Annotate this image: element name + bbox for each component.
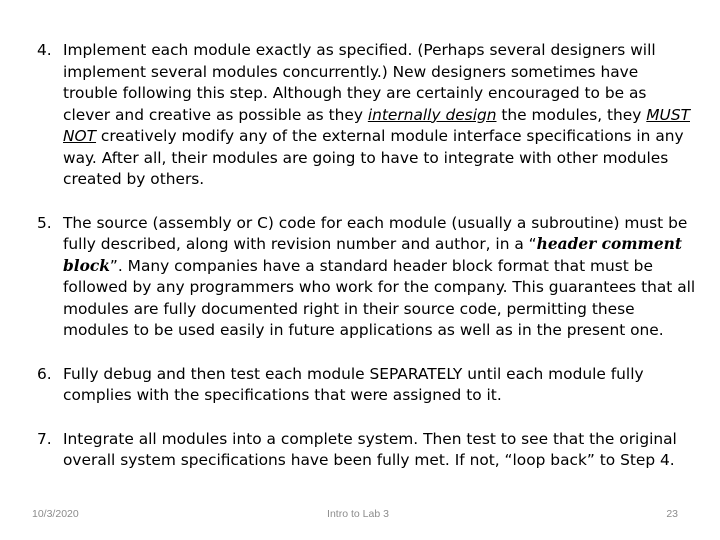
emphasis-text: MUST NOT: [63, 105, 690, 145]
page-number: 23: [666, 508, 678, 520]
list-item: [37, 429, 697, 472]
list-item-number: 5.: [37, 213, 52, 232]
list-item: [37, 364, 697, 407]
emphasis-text: internally design: [367, 105, 497, 124]
list-item-text: the modules, they: [496, 105, 647, 124]
list-item-number: 4.: [37, 41, 52, 59]
list-item-number: 7.: [37, 429, 52, 448]
list-item-text: Integrate all modules into a complete system. Then test to see that the original overall system specifications have been fully met. If not, “loop back” to Step 4.: [63, 429, 677, 469]
list-item: [37, 40, 697, 191]
list-item-text: Fully debug and then test each module SEPARATELY until each module fully complies with the specifications that were assigned to it.: [63, 364, 644, 404]
list-item-number: 6.: [37, 364, 52, 383]
footer-date: 10/3/2020: [32, 508, 79, 520]
slide-footer: [0, 508, 720, 524]
list-item-text: The source (assembly or C) code for each module (usually a subroutine) must be fully described, along with revision number and author, in a “: [63, 213, 688, 253]
numbered-list: [37, 40, 697, 472]
emphasis-text: header comment block: [63, 235, 682, 275]
list-item-text: creatively modify any of the external module interface specifications in any way. After all, their modules are going to have to integrate with other modules created by others.: [63, 127, 684, 188]
list-item-text: ”. Many companies have a standard header block format that must be followed by any programmers who work for the company. This guarantees that all modules are fully documented right in their source code, permitting these modules to be used easily in future applications as well as in the present one.: [63, 256, 696, 339]
footer-title: Intro to Lab 3: [327, 508, 389, 520]
list-item: [37, 213, 697, 342]
list-item-text: Implement each module exactly as specified. (Perhaps several designers will implement several modules concurrently.) New designers sometimes have trouble following this step. Although they are certainly encouraged to be as clever and creative as possible as they: [63, 41, 656, 124]
